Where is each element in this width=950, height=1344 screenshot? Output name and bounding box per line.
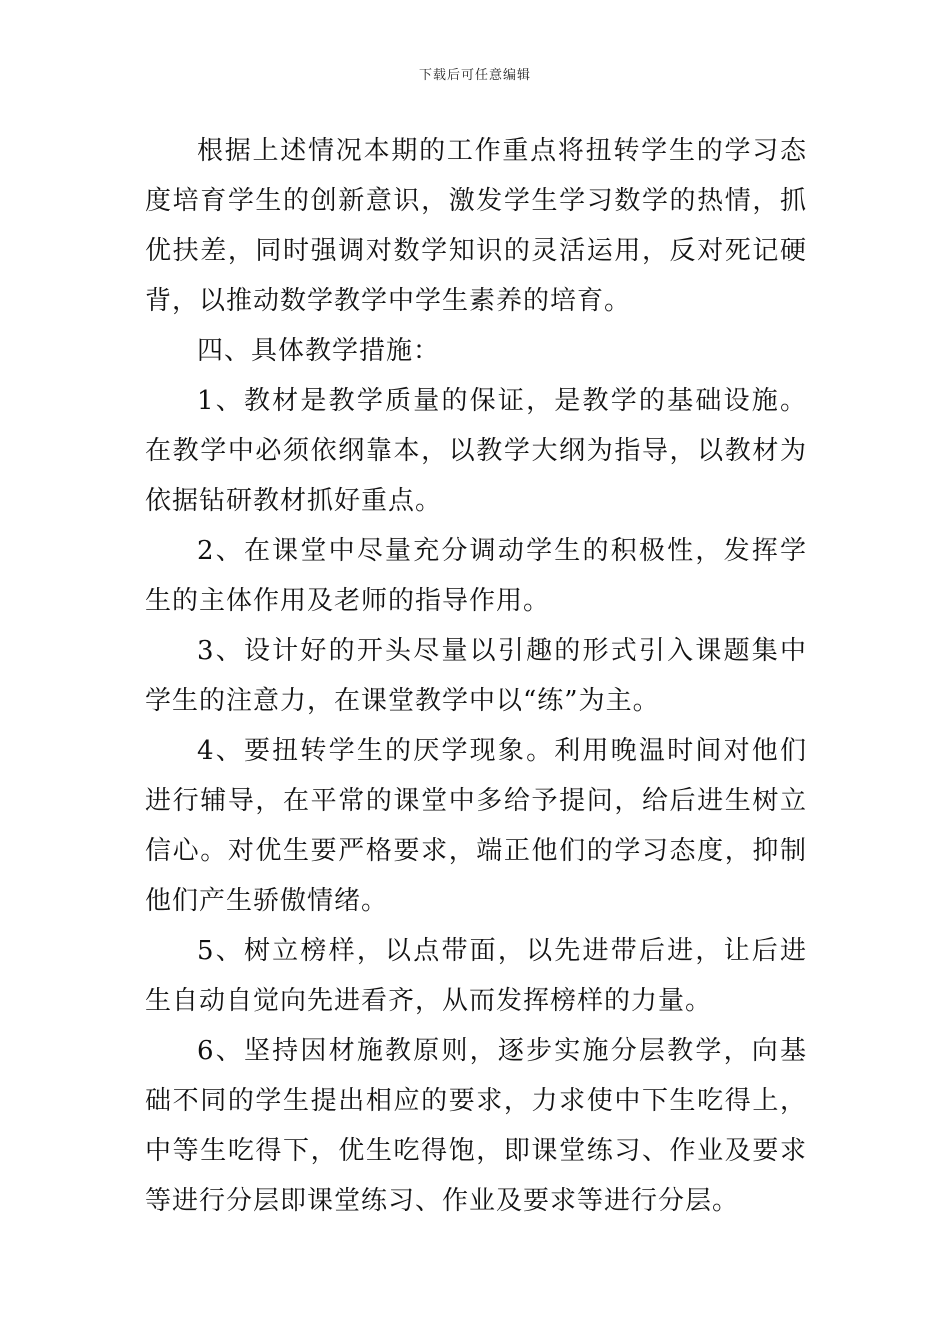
section-heading-measures: 四、具体教学措施： [197,336,441,366]
paragraph-measure-6: 6、坚持因材施教原则，逐步实施分层教学，向基础不同的学生提出相应的要求，力求使中下生吃得上，中等生吃得下，优生吃得饱，即课堂练习、作业及要求等进行分层即课堂练习、作业及要求等进行分层。 [145,1036,807,1216]
document-body [145,126,807,1226]
paragraph-intro: 根据上述情况本期的工作重点将扭转学生的学习态度培育学生的创新意识，激发学生学习数学的热情，抓优扶差，同时强调对数学知识的灵活运用，反对死记硬背，以推动数学教学中学生素养的培育。 [145,136,807,316]
paragraph-measure-3: 3、设计好的开头尽量以引趣的形式引入课题集中学生的注意力，在课堂教学中以“练”为主。 [145,636,807,716]
paragraph-measure-5: 5、树立榜样，以点带面，以先进带后进，让后进生自动自觉向先进看齐，从而发挥榜样的力量。 [145,936,807,1016]
paragraph-measure-4: 4、要扭转学生的厌学现象。利用晚温时间对他们进行辅导，在平常的课堂中多给予提问，给后进生树立信心。对优生要严格要求，端正他们的学习态度，抑制他们产生骄傲情绪。 [145,736,807,916]
paragraph-measure-1: 1、教材是教学质量的保证，是教学的基础设施。在教学中必须依纲靠本，以教学大纲为指导，以教材为依据钻研教材抓好重点。 [145,386,807,516]
header-note: 下载后可任意编辑 [418,68,531,83]
paragraph-measure-2: 2、在课堂中尽量充分调动学生的积极性，发挥学生的主体作用及老师的指导作用。 [145,536,807,616]
